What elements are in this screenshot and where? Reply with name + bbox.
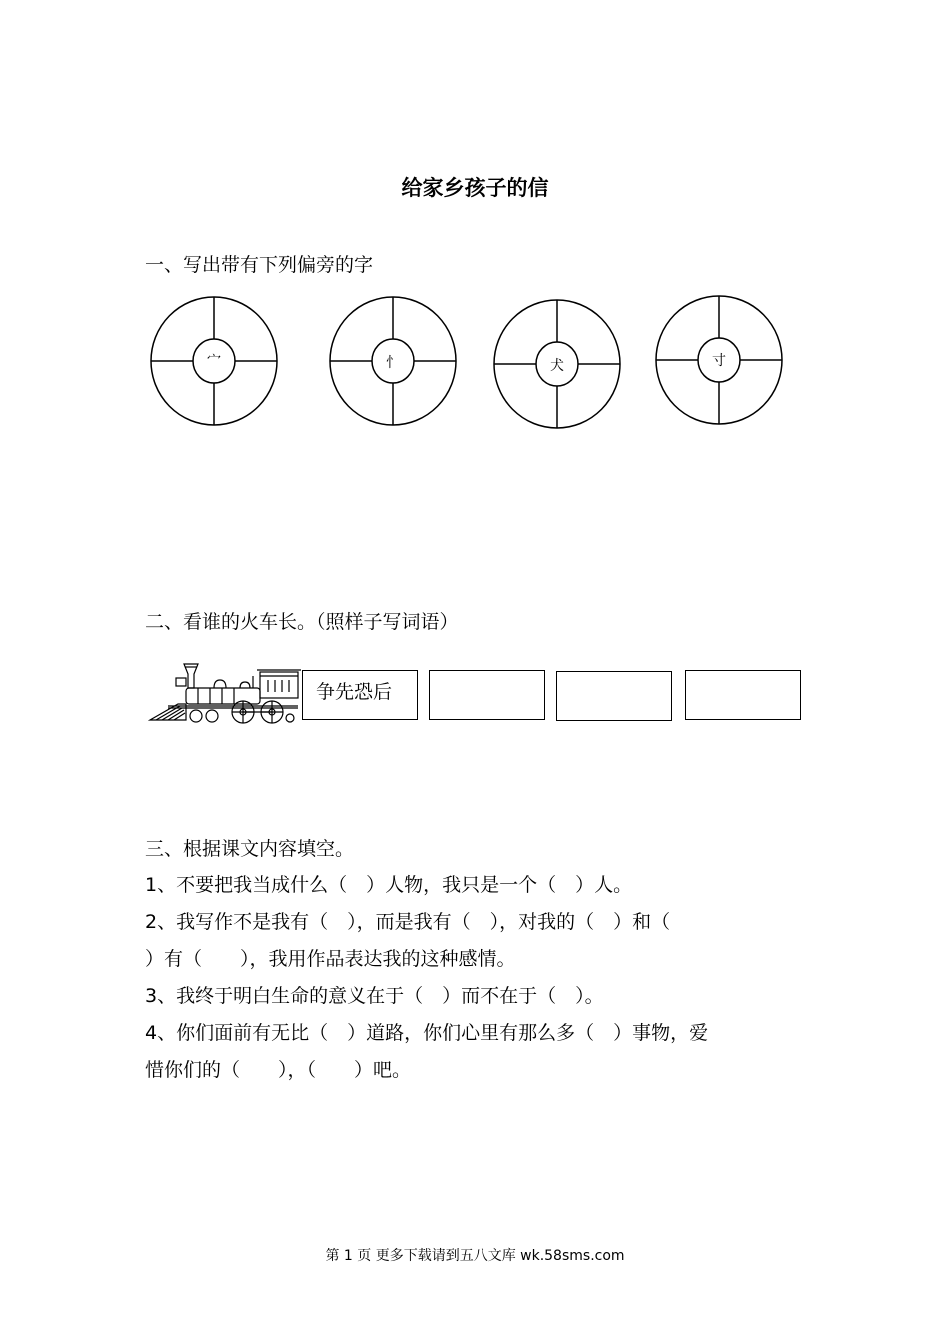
blank-word-box-1[interactable] (429, 670, 545, 720)
fill-line-2-cont: ）有（ ），我用作品表达我的这种感情。 (145, 948, 516, 970)
section1-heading: 一、写出带有下列偏旁的字 (145, 254, 374, 276)
example-word-box: 争先恐后 (302, 670, 418, 720)
train-locomotive-icon (148, 658, 304, 724)
page-footer: 第 1 页 更多下载请到五八文库 wk.58sms.com (325, 1248, 625, 1264)
radical-label-1: 宀 (207, 353, 221, 369)
fill-line-3: 3、我终于明白生命的意义在于（ ）而不在于（ ）。 (145, 985, 604, 1007)
blank-word-box-2[interactable] (556, 671, 672, 721)
fill-line-4: 4、你们面前有无比（ ）道路，你们心里有那么多（ ）事物，爱 (145, 1022, 709, 1044)
fill-line-1: 1、不要把我当成什么（ ）人物，我只是一个（ ）人。 (145, 874, 633, 896)
radical-label-2: 忄 (386, 355, 400, 371)
fill-line-4-cont: 惜你们的（ ），（ ）吧。 (145, 1059, 412, 1081)
radical-label-4: 寸 (712, 353, 726, 369)
fill-line-2: 2、我写作不是我有（ ），而是我有（ ），对我的（ ）和（ (145, 911, 671, 933)
radical-label-3: 犬 (550, 358, 564, 374)
blank-word-box-3[interactable] (685, 670, 801, 720)
page-title: 给家乡孩子的信 (401, 176, 549, 200)
section2-heading: 二、看谁的火车长。（照样子写词语） (145, 611, 459, 633)
section3-heading: 三、根据课文内容填空。 (145, 838, 355, 860)
